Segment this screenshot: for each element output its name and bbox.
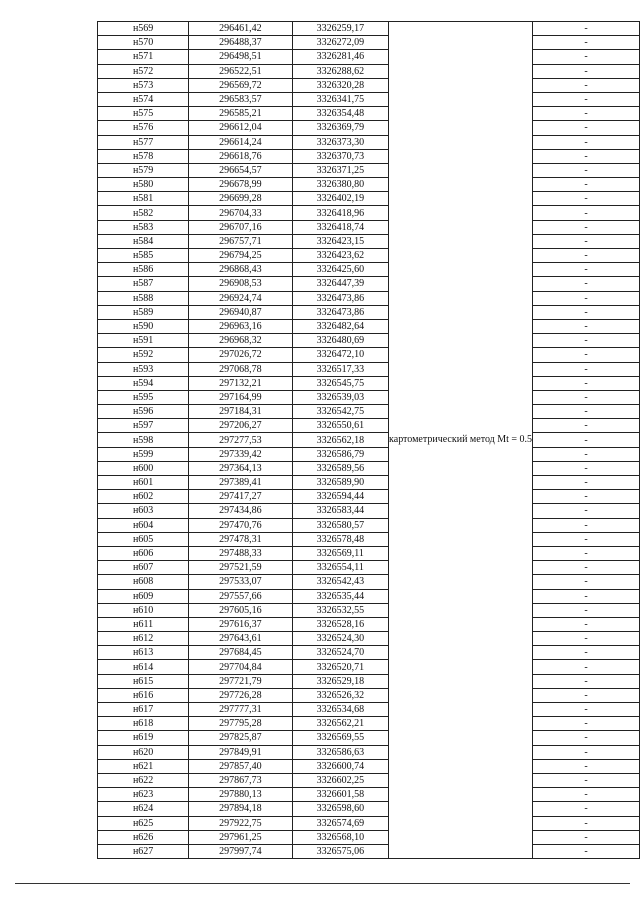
point-number-cell: н612	[98, 632, 189, 646]
coordinate-x-cell: 297726,28	[189, 688, 292, 702]
table-row	[98, 249, 640, 263]
point-number-cell: н575	[98, 107, 189, 121]
note-cell: -	[533, 121, 640, 135]
coordinate-y-cell: 3326568,10	[292, 830, 388, 844]
coordinate-x-cell: 297206,27	[189, 419, 292, 433]
coordinate-x-cell: 296522,51	[189, 64, 292, 78]
note-cell: -	[533, 206, 640, 220]
point-number-cell: н600	[98, 461, 189, 475]
table-row	[98, 632, 640, 646]
note-cell: -	[533, 703, 640, 717]
note-cell: -	[533, 249, 640, 263]
table-row	[98, 291, 640, 305]
coordinate-y-cell: 3326598,60	[292, 802, 388, 816]
table-row	[98, 816, 640, 830]
table-row	[98, 532, 640, 546]
table-row	[98, 277, 640, 291]
coordinate-y-cell: 3326370,73	[292, 149, 388, 163]
point-number-cell: н610	[98, 603, 189, 617]
table-row	[98, 461, 640, 475]
table-row	[98, 36, 640, 50]
table-row	[98, 688, 640, 702]
point-number-cell: н594	[98, 376, 189, 390]
table-row	[98, 305, 640, 319]
coordinate-x-cell: 297478,31	[189, 532, 292, 546]
coordinate-y-cell: 3326589,56	[292, 461, 388, 475]
coordinate-x-cell: 297684,45	[189, 646, 292, 660]
table-row	[98, 50, 640, 64]
coordinate-y-cell: 3326380,80	[292, 178, 388, 192]
point-number-cell: н587	[98, 277, 189, 291]
table-row	[98, 22, 640, 36]
table-row	[98, 603, 640, 617]
coordinate-y-cell: 3326517,33	[292, 362, 388, 376]
point-number-cell: н595	[98, 390, 189, 404]
coordinate-y-cell: 3326371,25	[292, 163, 388, 177]
coordinate-y-cell: 3326575,06	[292, 844, 388, 858]
note-cell: -	[533, 603, 640, 617]
note-cell: -	[533, 263, 640, 277]
point-number-cell: н571	[98, 50, 189, 64]
coordinate-y-cell: 3326472,10	[292, 348, 388, 362]
note-cell: -	[533, 617, 640, 631]
coordinate-y-cell: 3326594,44	[292, 490, 388, 504]
note-cell: -	[533, 844, 640, 858]
coordinate-x-cell: 297777,31	[189, 703, 292, 717]
table-row	[98, 518, 640, 532]
note-cell: -	[533, 107, 640, 121]
note-cell: -	[533, 419, 640, 433]
coordinate-y-cell: 3326534,68	[292, 703, 388, 717]
note-cell: -	[533, 461, 640, 475]
note-cell: -	[533, 504, 640, 518]
point-number-cell: н576	[98, 121, 189, 135]
note-cell: -	[533, 731, 640, 745]
table-row	[98, 234, 640, 248]
coordinate-y-cell: 3326532,55	[292, 603, 388, 617]
point-number-cell: н606	[98, 546, 189, 560]
table-row	[98, 376, 640, 390]
coordinate-x-cell: 296704,33	[189, 206, 292, 220]
point-number-cell: н591	[98, 334, 189, 348]
coordinate-y-cell: 3326586,79	[292, 447, 388, 461]
coordinate-x-cell: 297922,75	[189, 816, 292, 830]
point-number-cell: н625	[98, 816, 189, 830]
coordinate-x-cell: 297184,31	[189, 405, 292, 419]
coordinate-y-cell: 3326545,75	[292, 376, 388, 390]
coordinate-x-cell: 297470,76	[189, 518, 292, 532]
point-number-cell: н588	[98, 291, 189, 305]
table-row	[98, 419, 640, 433]
note-cell: -	[533, 64, 640, 78]
note-cell: -	[533, 220, 640, 234]
point-number-cell: н601	[98, 476, 189, 490]
point-number-cell: н592	[98, 348, 189, 362]
coordinate-x-cell: 297533,07	[189, 575, 292, 589]
point-number-cell: н598	[98, 433, 189, 447]
table-row	[98, 319, 640, 333]
point-number-cell: н609	[98, 589, 189, 603]
note-cell: -	[533, 163, 640, 177]
coordinate-y-cell: 3326583,44	[292, 504, 388, 518]
coordinate-y-cell: 3326529,18	[292, 674, 388, 688]
table-row	[98, 759, 640, 773]
table-row	[98, 504, 640, 518]
coordinate-x-cell: 297849,91	[189, 745, 292, 759]
coordinate-y-cell: 3326569,55	[292, 731, 388, 745]
note-cell: -	[533, 646, 640, 660]
table-row	[98, 206, 640, 220]
coordinate-y-cell: 3326281,46	[292, 50, 388, 64]
point-number-cell: н605	[98, 532, 189, 546]
point-number-cell: н589	[98, 305, 189, 319]
coordinate-x-cell: 296968,32	[189, 334, 292, 348]
coordinate-y-cell: 3326418,74	[292, 220, 388, 234]
table-row	[98, 773, 640, 787]
coordinate-y-cell: 3326602,25	[292, 773, 388, 787]
coordinate-y-cell: 3326574,69	[292, 816, 388, 830]
coordinate-y-cell: 3326418,96	[292, 206, 388, 220]
point-number-cell: н578	[98, 149, 189, 163]
note-cell: -	[533, 334, 640, 348]
point-number-cell: н604	[98, 518, 189, 532]
table-row	[98, 731, 640, 745]
coordinate-y-cell: 3326526,32	[292, 688, 388, 702]
coordinate-x-cell: 296707,16	[189, 220, 292, 234]
point-number-cell: н579	[98, 163, 189, 177]
coordinate-x-cell: 297364,13	[189, 461, 292, 475]
coordinate-y-cell: 3326569,11	[292, 546, 388, 560]
coordinate-y-cell: 3326542,43	[292, 575, 388, 589]
coordinate-x-cell: 297277,53	[189, 433, 292, 447]
coordinate-x-cell: 297389,41	[189, 476, 292, 490]
coordinate-x-cell: 297857,40	[189, 759, 292, 773]
note-cell: -	[533, 305, 640, 319]
table-row	[98, 163, 640, 177]
point-number-cell: н611	[98, 617, 189, 631]
point-number-cell: н585	[98, 249, 189, 263]
note-cell: -	[533, 688, 640, 702]
table-row	[98, 121, 640, 135]
table-row	[98, 192, 640, 206]
coordinate-x-cell: 296678,99	[189, 178, 292, 192]
note-cell: -	[533, 830, 640, 844]
page-bottom-rule	[15, 883, 630, 884]
note-cell: -	[533, 319, 640, 333]
coordinate-x-cell: 297417,27	[189, 490, 292, 504]
table-row	[98, 844, 640, 858]
note-cell: -	[533, 745, 640, 759]
note-cell: -	[533, 192, 640, 206]
point-number-cell: н580	[98, 178, 189, 192]
table-row	[98, 362, 640, 376]
coordinate-x-cell: 297521,59	[189, 561, 292, 575]
table-row	[98, 674, 640, 688]
point-number-cell: н620	[98, 745, 189, 759]
note-cell: -	[533, 291, 640, 305]
note-cell: -	[533, 390, 640, 404]
note-cell: -	[533, 816, 640, 830]
coordinate-x-cell: 296585,21	[189, 107, 292, 121]
coordinate-x-cell: 296583,57	[189, 92, 292, 106]
point-number-cell: н613	[98, 646, 189, 660]
coordinate-y-cell: 3326578,48	[292, 532, 388, 546]
coordinate-x-cell: 297643,61	[189, 632, 292, 646]
table-row	[98, 78, 640, 92]
note-cell: -	[533, 22, 640, 36]
point-number-cell: н572	[98, 64, 189, 78]
point-number-cell: н623	[98, 788, 189, 802]
table-row	[98, 703, 640, 717]
point-number-cell: н624	[98, 802, 189, 816]
point-number-cell: н570	[98, 36, 189, 50]
note-cell: -	[533, 589, 640, 603]
point-number-cell: н581	[98, 192, 189, 206]
coordinates-table-body	[98, 22, 640, 859]
note-cell: -	[533, 433, 640, 447]
point-number-cell: н621	[98, 759, 189, 773]
point-number-cell: н617	[98, 703, 189, 717]
coordinate-y-cell: 3326354,48	[292, 107, 388, 121]
coordinate-y-cell: 3326528,16	[292, 617, 388, 631]
table-row	[98, 405, 640, 419]
note-cell: -	[533, 660, 640, 674]
point-number-cell: н586	[98, 263, 189, 277]
note-cell: -	[533, 476, 640, 490]
coordinate-x-cell: 297825,87	[189, 731, 292, 745]
note-cell: -	[533, 632, 640, 646]
table-row	[98, 717, 640, 731]
table-row	[98, 433, 640, 447]
table-row	[98, 745, 640, 759]
coordinate-x-cell: 297488,33	[189, 546, 292, 560]
coordinate-y-cell: 3326425,60	[292, 263, 388, 277]
coordinate-y-cell: 3326480,69	[292, 334, 388, 348]
point-number-cell: н622	[98, 773, 189, 787]
coordinate-y-cell: 3326402,19	[292, 192, 388, 206]
note-cell: -	[533, 234, 640, 248]
coordinate-x-cell: 297880,13	[189, 788, 292, 802]
point-number-cell: н583	[98, 220, 189, 234]
coordinate-x-cell: 296614,24	[189, 135, 292, 149]
note-cell: -	[533, 149, 640, 163]
table-row	[98, 490, 640, 504]
table-row	[98, 830, 640, 844]
note-cell: -	[533, 447, 640, 461]
table-row	[98, 476, 640, 490]
coordinate-x-cell: 297997,74	[189, 844, 292, 858]
note-cell: -	[533, 518, 640, 532]
point-number-cell: н596	[98, 405, 189, 419]
coordinate-y-cell: 3326473,86	[292, 291, 388, 305]
coordinate-x-cell: 296963,16	[189, 319, 292, 333]
point-number-cell: н602	[98, 490, 189, 504]
coordinate-y-cell: 3326601,58	[292, 788, 388, 802]
note-cell: -	[533, 759, 640, 773]
table-row	[98, 64, 640, 78]
table-row	[98, 660, 640, 674]
table-row	[98, 788, 640, 802]
coordinate-y-cell: 3326550,61	[292, 419, 388, 433]
coordinate-y-cell: 3326535,44	[292, 589, 388, 603]
table-row	[98, 447, 640, 461]
note-cell: -	[533, 348, 640, 362]
note-cell: -	[533, 788, 640, 802]
coordinate-x-cell: 296794,25	[189, 249, 292, 263]
note-cell: -	[533, 135, 640, 149]
point-number-cell: н573	[98, 78, 189, 92]
point-number-cell: н616	[98, 688, 189, 702]
table-row	[98, 178, 640, 192]
table-row	[98, 263, 640, 277]
coordinate-y-cell: 3326369,79	[292, 121, 388, 135]
coordinate-x-cell: 296461,42	[189, 22, 292, 36]
coordinate-x-cell: 297434,86	[189, 504, 292, 518]
coordinate-y-cell: 3326447,39	[292, 277, 388, 291]
coordinate-x-cell: 297026,72	[189, 348, 292, 362]
note-cell: -	[533, 92, 640, 106]
coordinate-y-cell: 3326580,57	[292, 518, 388, 532]
point-number-cell: н593	[98, 362, 189, 376]
coordinate-x-cell: 296569,72	[189, 78, 292, 92]
coordinate-y-cell: 3326539,03	[292, 390, 388, 404]
note-cell: -	[533, 78, 640, 92]
coordinate-x-cell: 297164,99	[189, 390, 292, 404]
table-row	[98, 149, 640, 163]
coordinate-y-cell: 3326373,30	[292, 135, 388, 149]
coordinate-x-cell: 296940,87	[189, 305, 292, 319]
coordinate-x-cell: 296618,76	[189, 149, 292, 163]
coordinate-x-cell: 297339,42	[189, 447, 292, 461]
coordinate-y-cell: 3326524,70	[292, 646, 388, 660]
note-cell: -	[533, 532, 640, 546]
coordinate-y-cell: 3326341,75	[292, 92, 388, 106]
coordinate-y-cell: 3326520,71	[292, 660, 388, 674]
coordinate-y-cell: 3326562,21	[292, 717, 388, 731]
table-row	[98, 546, 640, 560]
note-cell: -	[533, 50, 640, 64]
note-cell: -	[533, 674, 640, 688]
coordinate-x-cell: 296498,51	[189, 50, 292, 64]
coordinate-x-cell: 297132,21	[189, 376, 292, 390]
coordinate-y-cell: 3326554,11	[292, 561, 388, 575]
point-number-cell: н577	[98, 135, 189, 149]
coordinate-x-cell: 296654,57	[189, 163, 292, 177]
coordinate-x-cell: 297605,16	[189, 603, 292, 617]
table-row	[98, 348, 640, 362]
table-row	[98, 135, 640, 149]
coordinate-y-cell: 3326320,28	[292, 78, 388, 92]
coordinate-y-cell: 3326542,75	[292, 405, 388, 419]
coordinate-y-cell: 3326259,17	[292, 22, 388, 36]
note-cell: -	[533, 575, 640, 589]
coordinate-x-cell: 296924,74	[189, 291, 292, 305]
note-cell: -	[533, 773, 640, 787]
point-number-cell: н607	[98, 561, 189, 575]
coordinate-y-cell: 3326562,18	[292, 433, 388, 447]
coordinates-table	[97, 21, 640, 859]
note-cell: -	[533, 362, 640, 376]
note-cell: -	[533, 561, 640, 575]
table-row	[98, 220, 640, 234]
coordinate-x-cell: 297616,37	[189, 617, 292, 631]
point-number-cell: н603	[98, 504, 189, 518]
point-number-cell: н597	[98, 419, 189, 433]
note-cell: -	[533, 277, 640, 291]
coordinate-y-cell: 3326600,74	[292, 759, 388, 773]
method-cell: картометрический метод Mt = 0.5	[389, 22, 533, 859]
note-cell: -	[533, 717, 640, 731]
table-row	[98, 334, 640, 348]
coordinate-y-cell: 3326272,09	[292, 36, 388, 50]
point-number-cell: н590	[98, 319, 189, 333]
point-number-cell: н582	[98, 206, 189, 220]
table-row	[98, 92, 640, 106]
coordinate-y-cell: 3326589,90	[292, 476, 388, 490]
note-cell: -	[533, 178, 640, 192]
table-row	[98, 617, 640, 631]
coordinate-y-cell: 3326473,86	[292, 305, 388, 319]
note-cell: -	[533, 405, 640, 419]
table-row	[98, 107, 640, 121]
coordinate-x-cell: 296868,43	[189, 263, 292, 277]
coordinate-x-cell: 297894,18	[189, 802, 292, 816]
coordinate-y-cell: 3326288,62	[292, 64, 388, 78]
note-cell: -	[533, 802, 640, 816]
coordinate-x-cell: 296908,53	[189, 277, 292, 291]
point-number-cell: н599	[98, 447, 189, 461]
coordinate-y-cell: 3326586,63	[292, 745, 388, 759]
table-row	[98, 561, 640, 575]
coordinate-x-cell: 297795,28	[189, 717, 292, 731]
table-row	[98, 589, 640, 603]
coordinate-x-cell: 297068,78	[189, 362, 292, 376]
table-row	[98, 390, 640, 404]
note-cell: -	[533, 36, 640, 50]
coordinate-x-cell: 296488,37	[189, 36, 292, 50]
point-number-cell: н614	[98, 660, 189, 674]
coordinate-x-cell: 296757,71	[189, 234, 292, 248]
note-cell: -	[533, 546, 640, 560]
coordinate-y-cell: 3326423,62	[292, 249, 388, 263]
point-number-cell: н569	[98, 22, 189, 36]
point-number-cell: н584	[98, 234, 189, 248]
coordinate-x-cell: 297867,73	[189, 773, 292, 787]
table-row	[98, 646, 640, 660]
coordinate-y-cell: 3326482,64	[292, 319, 388, 333]
coordinate-x-cell: 297704,84	[189, 660, 292, 674]
point-number-cell: н574	[98, 92, 189, 106]
coordinate-x-cell: 296612,04	[189, 121, 292, 135]
point-number-cell: н608	[98, 575, 189, 589]
coordinate-y-cell: 3326524,30	[292, 632, 388, 646]
coordinate-y-cell: 3326423,15	[292, 234, 388, 248]
point-number-cell: н626	[98, 830, 189, 844]
table-row	[98, 802, 640, 816]
coordinate-x-cell: 297961,25	[189, 830, 292, 844]
coordinate-x-cell: 297557,66	[189, 589, 292, 603]
coordinate-x-cell: 296699,28	[189, 192, 292, 206]
note-cell: -	[533, 376, 640, 390]
point-number-cell: н619	[98, 731, 189, 745]
point-number-cell: н627	[98, 844, 189, 858]
point-number-cell: н615	[98, 674, 189, 688]
note-cell: -	[533, 490, 640, 504]
table-row	[98, 575, 640, 589]
coordinate-x-cell: 297721,79	[189, 674, 292, 688]
point-number-cell: н618	[98, 717, 189, 731]
